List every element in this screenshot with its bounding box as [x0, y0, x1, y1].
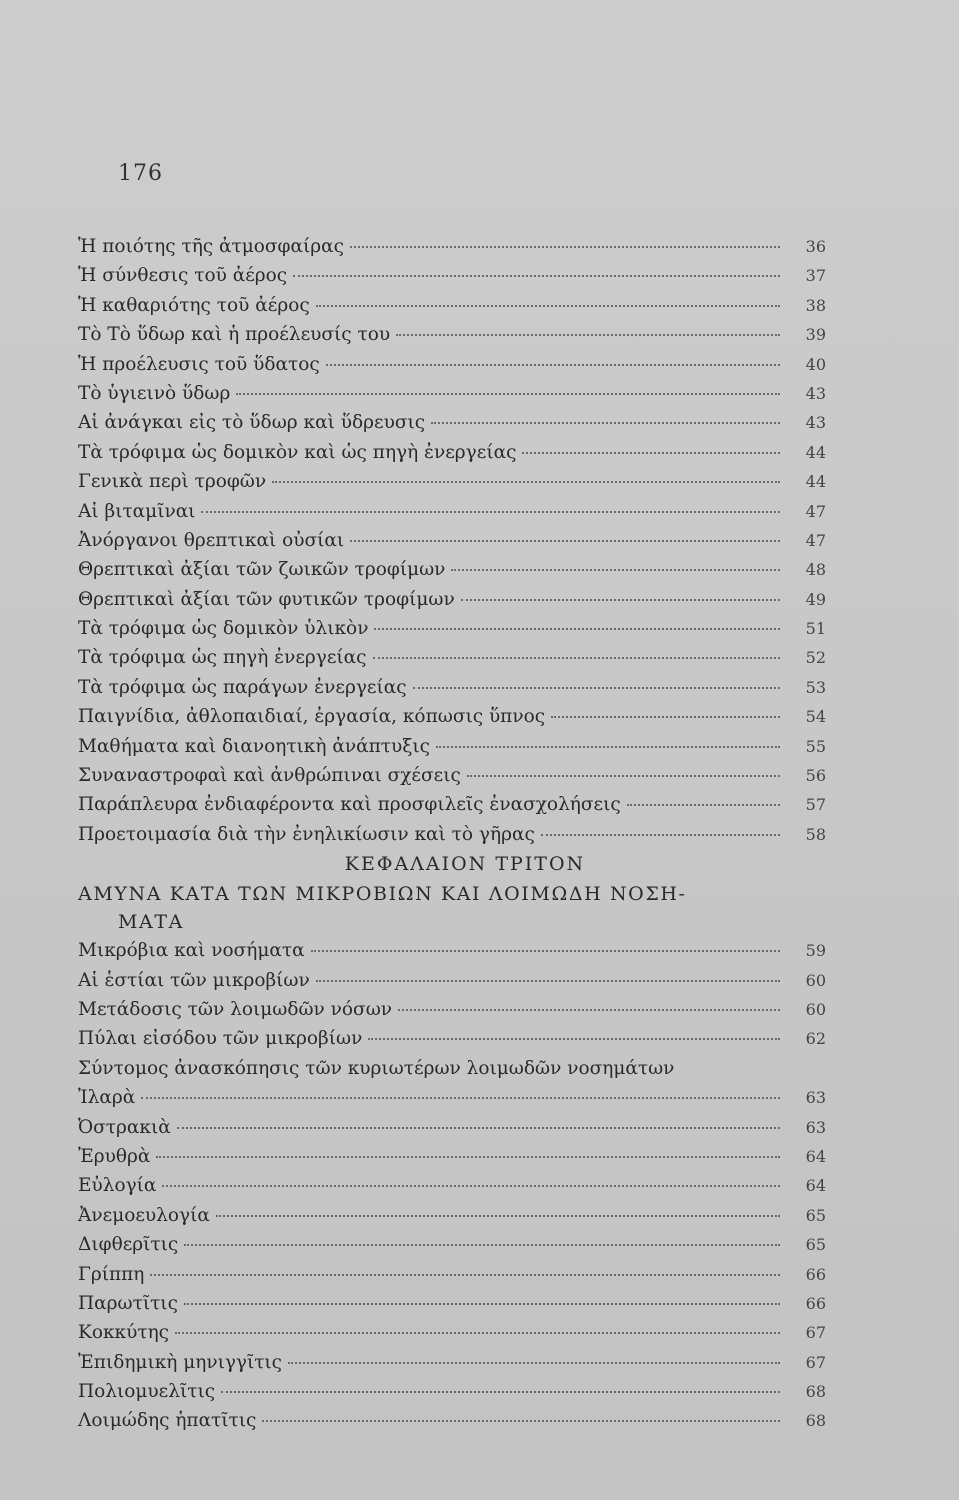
toc-entry — [78, 999, 826, 1028]
toc-entry-title: Πύλαι εἰσόδου τῶν μικροβίων — [78, 1028, 363, 1050]
toc-entry-title: Συναναστροφαὶ καὶ ἀνθρώπιναι σχέσεις — [78, 765, 461, 787]
toc-entry-page: 66 — [805, 1293, 826, 1313]
toc-entry — [78, 1087, 826, 1116]
dot-leader — [184, 1302, 780, 1305]
toc-entry — [78, 1381, 826, 1410]
dot-leader — [350, 245, 780, 248]
dot-leader — [522, 451, 780, 454]
toc-entry-title: Παράπλευρα ἐνδιαφέροντα καὶ προσφιλεῖς ἐνασχολήσεις — [78, 794, 621, 816]
section-heading-line2: ΜΑΤΑ — [118, 911, 184, 934]
toc-entry-page: 52 — [805, 648, 826, 668]
toc-entry-page: 55 — [805, 736, 826, 756]
toc-entry-title: Λοιμώδης ἡπατῖτις — [78, 1410, 257, 1432]
dot-leader — [288, 1361, 780, 1364]
toc-entry-title: Αἱ ἀνάγκαι εἰς τὸ ὕδωρ καὶ ὕδρευσις — [78, 412, 426, 434]
toc-entry-page: 39 — [805, 325, 826, 345]
toc-entry-title: Ἀνόργανοι θρεπτικαὶ οὐσίαι — [78, 529, 345, 551]
toc-entry-title: Τὸ ὑγιεινὸ ὕδωρ — [78, 382, 231, 404]
toc-entry-title: Κοκκύτης — [78, 1322, 170, 1344]
toc-entry — [78, 618, 826, 647]
toc-entry-page: 67 — [805, 1352, 826, 1372]
toc-entry-page: 63 — [805, 1088, 826, 1108]
toc-entry — [78, 1293, 826, 1322]
toc-entry — [78, 765, 826, 794]
dot-leader — [541, 833, 780, 836]
dot-leader — [398, 1008, 780, 1011]
toc-entry-title: Εὐλογία — [78, 1175, 157, 1197]
toc-entry-page: 37 — [805, 266, 826, 286]
toc-entry-page: 65 — [805, 1235, 826, 1255]
toc-entry — [78, 265, 826, 294]
chapter-heading: ΚΕΦΑΛΑΙΟΝ ΤΡΙΤΟΝ — [344, 853, 586, 876]
toc-entry-title: Ἀνεμοευλογία — [78, 1204, 210, 1226]
toc-list-part-a — [78, 236, 826, 853]
toc-entry-page: 47 — [805, 501, 826, 521]
toc-entry-page: 44 — [805, 472, 826, 492]
toc-entry — [78, 1028, 826, 1057]
toc-entry-page: 68 — [805, 1382, 826, 1402]
toc-entry-page: 60 — [805, 999, 826, 1019]
toc-entry-page: 44 — [805, 442, 826, 462]
toc-entry — [78, 442, 826, 471]
toc-entry-page: 36 — [805, 237, 826, 256]
toc-entry-title: Γρίππη — [78, 1263, 145, 1285]
toc-entry-title: Παρωτῖτις — [78, 1292, 178, 1314]
dot-leader — [293, 274, 780, 277]
dot-leader — [350, 539, 780, 542]
dot-leader — [216, 1214, 780, 1217]
toc-entry — [78, 647, 826, 676]
toc-entry-title: Μαθήματα καὶ διανοητικὴ ἀνάπτυξις — [78, 735, 431, 757]
toc-entry-title: Αἱ ἑστίαι τῶν μικροβίων — [78, 969, 310, 991]
toc-entry-title: Γενικὰ περὶ τροφῶν — [78, 471, 267, 493]
toc-entry-title: Αἱ βιταμῖναι — [78, 500, 196, 522]
toc-entry — [78, 589, 826, 618]
toc-entry-title: Θρεπτικαὶ ἀξίαι τῶν ζωικῶν τροφίμων — [78, 559, 446, 581]
toc-entry-page: 59 — [805, 941, 826, 961]
toc-entry-page: 43 — [805, 413, 826, 433]
toc-entry-title: Παιγνίδια, ἀθλοπαιδιαί, ἐργασία, κόπωσις ὕπνος — [78, 706, 546, 728]
toc-entry-page: 53 — [805, 677, 826, 697]
dot-leader — [461, 598, 780, 601]
dot-leader — [436, 745, 780, 748]
toc-entry — [78, 1234, 826, 1263]
dot-leader — [162, 1184, 780, 1187]
dot-leader — [374, 627, 780, 630]
toc-entry-page: 56 — [805, 766, 826, 786]
toc-entry-page: 38 — [805, 295, 826, 315]
toc-entry-title: Ἡ ποιότης τῆς ἀτμοσφαίρας — [78, 236, 344, 257]
toc-entry-page: 66 — [805, 1264, 826, 1284]
toc-entry — [78, 471, 826, 500]
dot-leader — [201, 510, 780, 513]
toc-entry — [78, 1352, 826, 1381]
dot-leader — [221, 1390, 780, 1393]
table-of-contents — [78, 236, 826, 1440]
toc-entry-title: Ἡ σύνθεσις τοῦ ἀέρος — [78, 265, 288, 287]
toc-entry — [78, 736, 826, 765]
toc-entry — [78, 559, 826, 588]
toc-entry-title: Μικρόβια καὶ νοσήματα — [78, 940, 305, 962]
dot-leader — [431, 421, 780, 424]
toc-entry-page: 40 — [805, 354, 826, 374]
dot-leader — [272, 480, 780, 483]
toc-entry-page: 47 — [805, 530, 826, 550]
dot-leader — [413, 686, 780, 689]
toc-entry — [78, 824, 826, 853]
toc-entry — [78, 794, 826, 823]
toc-entry-page: 57 — [805, 795, 826, 815]
toc-entry — [78, 706, 826, 735]
dot-leader — [326, 363, 780, 366]
toc-entry-page: 54 — [805, 707, 826, 727]
toc-entry-page: 64 — [805, 1176, 826, 1196]
toc-entry — [78, 940, 826, 969]
toc-entry — [78, 354, 826, 383]
toc-entry — [78, 383, 826, 412]
dot-leader — [311, 949, 780, 952]
dot-leader — [177, 1126, 780, 1129]
toc-entry — [78, 324, 826, 353]
toc-entry-title: Θρεπτικαὶ ἀξίαι τῶν φυτικῶν τροφίμων — [78, 588, 455, 610]
toc-entry — [78, 1264, 826, 1293]
toc-entry-title: Ἐπιδημικὴ μηνιγγῖτις — [78, 1351, 283, 1373]
toc-entry — [78, 970, 826, 999]
dot-leader — [156, 1155, 780, 1158]
toc-entry-page: 49 — [805, 589, 826, 609]
toc-entry-page: 62 — [805, 1029, 826, 1049]
toc-list-part-b — [78, 940, 826, 1440]
toc-entry-page: 63 — [805, 1117, 826, 1137]
toc-entry-title: Ἡ προέλευσις τοῦ ὕδατος — [78, 353, 320, 375]
toc-entry — [78, 1322, 826, 1351]
toc-entry-title: Τὰ τρόφιμα ὡς δομικὸν καὶ ὡς πηγὴ ἐνεργείας — [78, 441, 517, 463]
toc-entry-title: Ἰλαρὰ — [78, 1087, 136, 1109]
dot-leader — [175, 1331, 780, 1334]
toc-entry — [78, 1146, 826, 1175]
toc-entry — [78, 501, 826, 530]
toc-entry-page: 48 — [805, 560, 826, 580]
toc-entry-title: Προετοιμασία διὰ τὴν ἐνηλικίωσιν καὶ τὸ γῆρας — [78, 823, 535, 845]
toc-entry — [78, 1205, 826, 1234]
dot-leader — [141, 1096, 780, 1099]
toc-entry-title: Τὸ Τὸ ὕδωρ καὶ ἡ προέλευσίς του — [78, 324, 391, 346]
toc-entry — [78, 295, 826, 324]
toc-entry-page: 60 — [805, 970, 826, 990]
dot-leader — [627, 803, 780, 806]
toc-entry-title: Ἡ καθαριότης τοῦ ἀέρος — [78, 294, 310, 316]
toc-entry — [78, 530, 826, 559]
dot-leader — [184, 1243, 780, 1246]
dot-leader — [368, 1037, 780, 1040]
dot-leader — [316, 304, 780, 307]
toc-entry — [78, 1058, 826, 1087]
toc-entry-title: Μετάδοσις τῶν λοιμωδῶν νόσων — [78, 998, 393, 1020]
dot-leader — [451, 568, 780, 571]
toc-entry — [78, 1175, 826, 1204]
toc-entry-page: 65 — [805, 1205, 826, 1225]
dot-leader — [396, 333, 780, 336]
toc-entry-page: 58 — [805, 824, 826, 844]
toc-entry-title: Τὰ τρόφιμα ὡς παράγων ἐνεργείας — [78, 676, 407, 698]
dot-leader — [262, 1419, 780, 1422]
dot-leader — [373, 656, 780, 659]
dot-leader — [150, 1273, 780, 1276]
toc-entry — [78, 1117, 826, 1146]
toc-entry-title: Πολιομυελῖτις — [78, 1381, 216, 1403]
page-number: 176 — [118, 161, 163, 186]
toc-entry-title: Διφθερῖτις — [78, 1234, 179, 1256]
toc-entry-title: Ἐρυθρὰ — [78, 1145, 151, 1167]
toc-entry-page: 68 — [805, 1411, 826, 1431]
toc-entry-title: Τὰ τρόφιμα ὡς δομικὸν ὑλικὸν — [78, 618, 369, 640]
toc-entry — [78, 412, 826, 441]
toc-entry — [78, 236, 826, 265]
toc-entry-title: Τὰ τρόφιμα ὡς πηγὴ ἐνεργείας — [78, 647, 367, 669]
section-heading-line1: ΑΜΥΝΑ ΚΑΤΑ ΤΩΝ ΜΙΚΡΟΒΙΩΝ ΚΑΙ ΛΟΙΜΩΔΗ ΝΟΣΗ- — [78, 883, 687, 906]
toc-entry-page: 64 — [805, 1146, 826, 1166]
dot-leader — [316, 979, 780, 982]
toc-entry-page: 51 — [805, 619, 826, 639]
section-heading — [78, 880, 826, 936]
toc-entry-page: 43 — [805, 383, 826, 403]
toc-entry-title: Ὀστρακιὰ — [78, 1116, 171, 1138]
toc-entry — [78, 677, 826, 706]
dot-leader — [467, 774, 780, 777]
dot-leader — [551, 715, 780, 718]
toc-entry-page: 67 — [805, 1323, 826, 1343]
toc-entry-title: Σύντομος ἀνασκόπησις τῶν κυριωτέρων λοιμωδῶν νοσημάτων — [78, 1057, 675, 1079]
dot-leader — [236, 392, 780, 395]
toc-entry — [78, 1410, 826, 1439]
